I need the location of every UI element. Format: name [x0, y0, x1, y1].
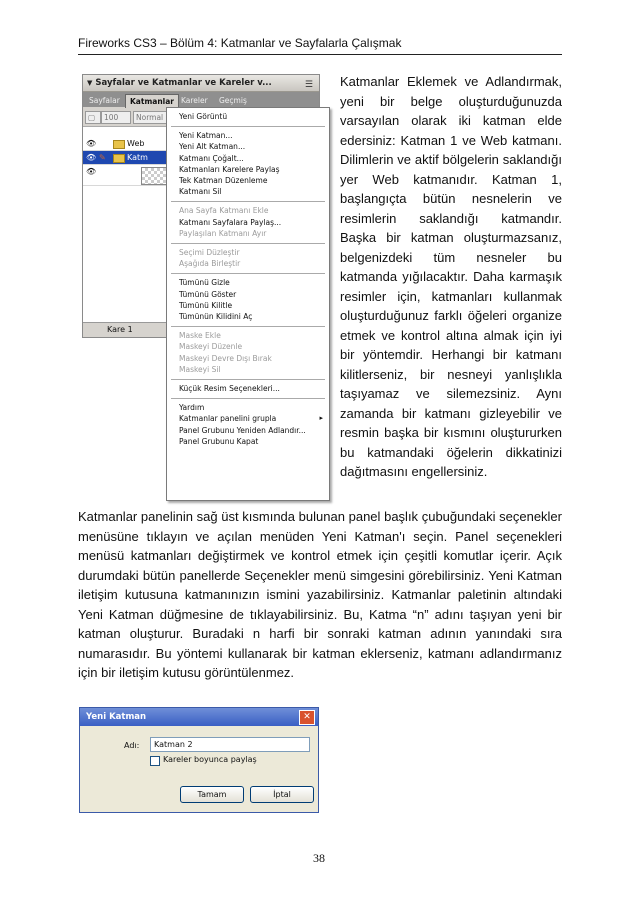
menu-item[interactable]: Katmanı Çoğalt... [179, 153, 244, 163]
menu-item[interactable]: Tümünü Gizle [179, 278, 230, 288]
menu-item[interactable]: Tümünü Göster [179, 289, 237, 299]
eye-icon[interactable]: 👁 [86, 153, 97, 162]
menu-separator [171, 243, 325, 244]
submenu-arrow-icon: ▸ [319, 414, 323, 423]
layer-label: Katm [127, 153, 148, 162]
menu-separator [171, 201, 325, 202]
menu-separator [171, 379, 325, 380]
checkbox-label: Kareler boyunca paylaş [163, 755, 257, 764]
menu-item[interactable]: Tümünü Kilitle [179, 300, 233, 310]
cancel-button[interactable]: İptal [250, 786, 314, 803]
folder-icon [113, 154, 125, 163]
layer-label: Web [127, 139, 145, 148]
close-icon[interactable]: ✕ [299, 710, 315, 725]
options-menu [166, 107, 330, 501]
ok-button[interactable]: Tamam [180, 786, 244, 803]
right-paragraph: Katmanlar Eklemek ve Adlandırmak, yeni bir belge oluşturduğunuzda varsayılan olarak iki katman elde edersiniz: Katman 1 ve Web katmanı. Dilimlerin ve aktif bölgelerin saklandığı yer Web katmanıdır. Katman 1, başlangıçta bütün nesnelerin ve resimlerin saklandığı katmandır. Başka bir katman oluşturmazsanız, belgenizdeki tüm nesneler bu katmanda yığılacaktır. Daha karmaşık resimler için, katmanları kullanmak oluşturduğunuz farklı öğeleri organize etmek ve kontrol altına almak için iyi bir yöntemdir. Herhangi bir katmanı kilitlerseniz, bir nesneyi yanlışlıkla taşıyamaz ve silemezsiniz. Aynı zamanda bir katmanı gizleyebilir ve resmin başka bir kısmını oluştururken bu katmandaki öğelerin dikkatinizi dağıtmasını engellersiniz. [340, 74, 562, 479]
new-layer-dialog [79, 707, 319, 813]
pencil-icon: ✎ [99, 153, 106, 162]
menu-item[interactable]: Panel Grubunu Yeniden Adlandır... [179, 425, 306, 435]
tab-gecmis[interactable]: Geçmiş [219, 96, 247, 105]
share-across-frames-checkbox[interactable] [150, 756, 160, 766]
menu-item[interactable]: Katmanlar panelini grupla [179, 414, 277, 424]
menu-separator [171, 126, 325, 127]
object-thumbnail [141, 167, 167, 185]
tab-kareler[interactable]: Kareler [181, 96, 208, 105]
menu-item: Maskeyi Devre Dışı Bırak [179, 353, 272, 363]
menu-item[interactable]: Yeni Alt Katman... [179, 142, 246, 152]
menu-item: Seçimi Düzleştir [179, 248, 240, 257]
header-rule [78, 54, 562, 55]
menu-item: Paylaşılan Katmanı Ayır [179, 228, 267, 238]
menu-item[interactable]: Katmanı Sil [179, 187, 222, 197]
menu-separator [171, 398, 325, 399]
panel-footer: Kare 1 [83, 322, 319, 337]
eye-icon[interactable]: 👁 [86, 167, 97, 176]
menu-item: Maskeyi Düzenle [179, 342, 243, 352]
folder-icon [113, 140, 125, 149]
panel-title-bar [83, 75, 319, 92]
opacity-field[interactable]: 100 [101, 111, 131, 124]
menu-item: Aşağıda Birleştir [179, 259, 241, 269]
menu-separator [171, 326, 325, 327]
menu-item[interactable]: Küçük Resim Seçenekleri... [179, 384, 280, 393]
menu-item[interactable]: Katmanı Sayfalara Paylaş... [179, 217, 282, 227]
tab-sayfalar[interactable]: Sayfalar [89, 96, 120, 105]
menu-item: Maskeyi Sil [179, 364, 221, 374]
tab-katmanlar[interactable]: Katmanlar [125, 94, 179, 108]
options-menu-icon[interactable]: ☰ [304, 80, 313, 90]
panel-tabs [83, 92, 319, 107]
eye-icon[interactable]: 👁 [86, 139, 97, 148]
menu-item[interactable]: Tek Katman Düzenleme [179, 176, 268, 185]
menu-item[interactable]: Panel Grubunu Kapat [179, 436, 259, 446]
body-paragraph: Katmanlar panelinin sağ üst kısmında bulunan panel başlık çubuğundaki seçenekler menüsüne tıklayın ve açılan menüden Yeni Katman'ı seçin. Panel seçenekleri menüsü katmanları değiştirmek ve kontrol etmek için çeşitli komutlar içerir. Açık durumdaki bütün panellerde Seçenekler menü simgesini görebilirsiniz. Yeni Katman iletişim kutusuna katmanınızın ismini yazabilirsiniz. Katmanlar paletinin altındaki Yeni Katman düğmesine de tıklayabilirsiniz. Bu, Katma “n” adını taşıyan yeni bir katman oluşturur. Buradaki n harfi bir sonraki katman adının yanındaki sıra numarasıdır. Bu yöntemi kullanarak bir katman eklerseniz, katmanı adlandırmanız için bir iletişim kutusu görüntülenmez. [78, 509, 562, 680]
menu-item: Maske Ekle [179, 331, 221, 341]
page-number: 38 [313, 851, 325, 865]
menu-item: Ana Sayfa Katmanı Ekle [179, 206, 269, 216]
name-label: Adı: [124, 741, 140, 750]
name-input[interactable]: Katman 2 [150, 737, 310, 752]
menu-item[interactable]: Yeni Görüntü [179, 112, 228, 121]
menu-item[interactable]: Yardım [179, 403, 205, 413]
collapse-triangle-icon[interactable]: ▼ [87, 79, 93, 87]
lock-icon[interactable]: ▢ [85, 111, 101, 124]
menu-item[interactable]: Katmanları Karelere Paylaş [179, 164, 280, 174]
blend-mode-select[interactable]: Normal [133, 111, 169, 124]
dialog-title: Yeni Katman [80, 708, 318, 726]
running-header: Fireworks CS3 – Bölüm 4: Katmanlar ve Sayfalarla Çalışmak [78, 36, 402, 50]
menu-separator [171, 273, 325, 274]
panel-title: Sayfalar ve Katmanlar ve Kareler v... [95, 78, 272, 88]
menu-item[interactable]: Tümünün Kilidini Aç [179, 312, 253, 321]
menu-item[interactable]: Yeni Katman... [179, 131, 233, 141]
